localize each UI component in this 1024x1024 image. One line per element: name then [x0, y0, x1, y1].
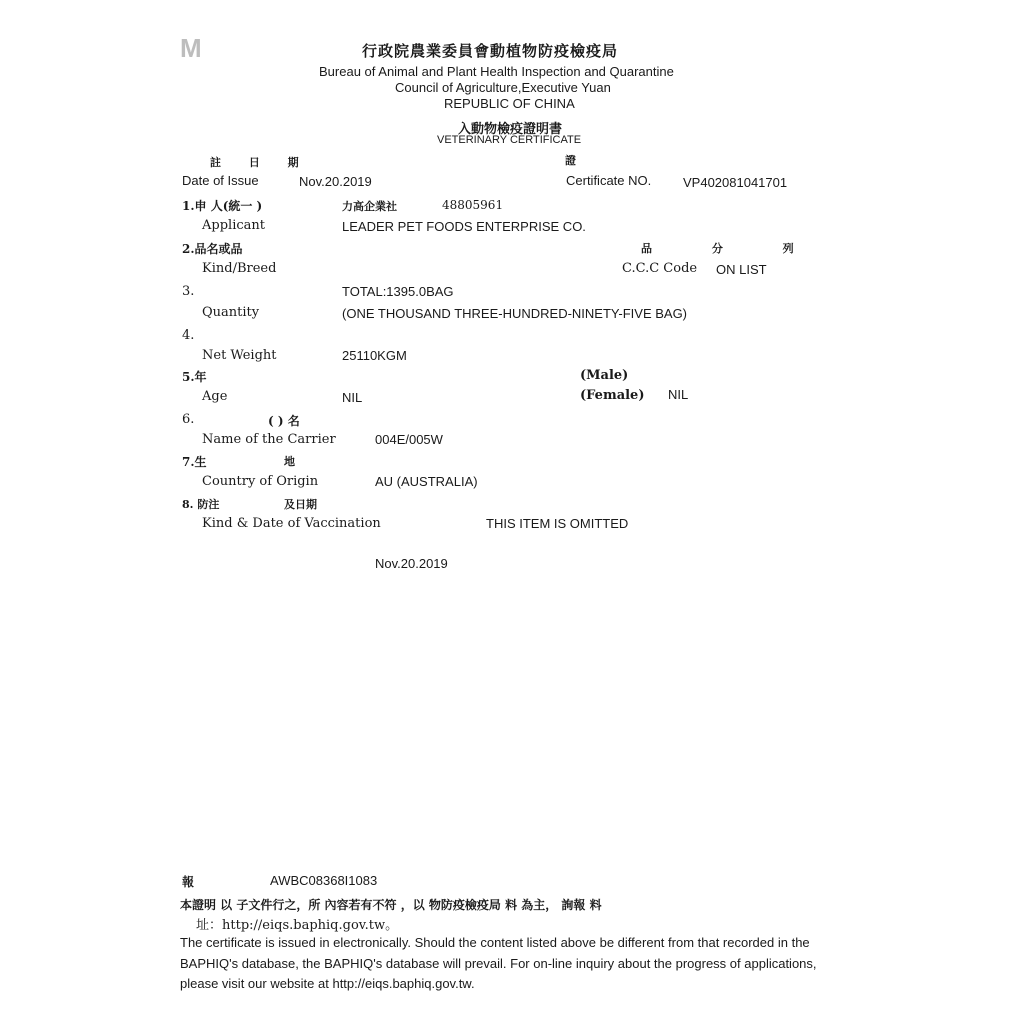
corner-mark: M — [180, 33, 202, 63]
reference-number: AWBC08368I1083 — [270, 873, 378, 888]
signature-date: Nov.20.2019 — [375, 556, 448, 571]
issue-date-label: Date of Issue — [182, 173, 259, 188]
document-title-chinese: 入動物檢疫證明書 — [458, 122, 563, 137]
net-weight-value: 25110KGM — [342, 348, 407, 363]
agency-title-english: Bureau of Animal and Plant Health Inspection and Quarantine — [319, 64, 674, 79]
carrier-number: 6. — [182, 412, 195, 427]
agency-title-chinese: 行政院農業委員會動植物防疫檢疫局 — [362, 42, 619, 60]
ccc-code-value: ON LIST — [716, 262, 767, 277]
origin-label-chinese: 7.生 — [182, 455, 207, 469]
applicant-value: LEADER PET FOODS ENTERPRISE CO. — [342, 219, 586, 234]
sex-count-value: NIL — [668, 387, 689, 402]
issue-date-value: Nov.20.2019 — [299, 174, 372, 189]
document-title-english: VETERINARY CERTIFICATE — [437, 134, 582, 146]
footer-note-chinese: 本證明 以 子文件行之，所 內容若有不符 ，以 物防疫檢疫局 料 為主， 詢報 料 — [180, 898, 602, 912]
quantity-label: Quantity — [202, 305, 260, 320]
age-label-chinese: 5.年 — [182, 370, 207, 384]
applicant-id: 48805961 — [442, 198, 504, 212]
footer-note-url: 址：http://eiqs.baphiq.gov.tw。 — [196, 918, 399, 933]
quantity-words-value: (ONE THOUSAND THREE-HUNDRED-NINETY-FIVE BAG) — [342, 306, 688, 321]
female-label: (Female) — [580, 388, 645, 403]
applicant-company-chinese: 力高企業社 — [342, 200, 397, 213]
net-weight-label: Net Weight — [202, 348, 277, 363]
age-label: Age — [202, 389, 228, 404]
issue-date-label-chinese: 註 日 期 — [210, 156, 311, 169]
certificate-number-value: VP402081041701 — [683, 175, 788, 190]
origin-label: Country of Origin — [202, 474, 319, 489]
ccc-code-label-chinese: 品 分 列 — [641, 242, 822, 255]
origin-label-chinese-suffix: 地 — [284, 455, 295, 468]
male-label: (Male) — [580, 368, 629, 383]
quantity-total-value: TOTAL:1395.0BAG — [342, 284, 454, 299]
age-value: NIL — [342, 390, 363, 405]
vaccination-label-chinese-suffix: 及日期 — [284, 498, 317, 511]
applicant-label-chinese: 1.申 人(統一 ) — [182, 199, 263, 213]
net-weight-number: 4. — [182, 328, 195, 343]
carrier-value: 004E/005W — [375, 432, 443, 447]
carrier-label-chinese: ( ) 名 — [268, 414, 300, 428]
footer-disclaimer: The certificate is issued in electronically. Should the content listed above be different from that recorded in the BAPHIQ's database, the BAPHIQ's database will prevail. For on-line inquiry about the progress of applications, please visit our website at http://eiqs.baphiq.gov.tw. — [180, 935, 817, 991]
quantity-number: 3. — [182, 284, 195, 299]
carrier-label: Name of the Carrier — [202, 432, 336, 447]
ccc-code-label: C.C.C Code — [622, 261, 698, 276]
vaccination-label-chinese: 8. 防注 — [182, 498, 220, 511]
origin-value: AU (AUSTRALIA) — [375, 474, 478, 489]
applicant-label: Applicant — [202, 218, 265, 233]
reference-label-chinese: 報 — [182, 875, 195, 889]
kind-label: Kind/Breed — [202, 261, 277, 276]
country-name: REPUBLIC OF CHINA — [444, 96, 575, 111]
kind-label-chinese: 2.品名或品 — [182, 242, 243, 256]
certificate-number-label-chinese: 證 — [565, 154, 576, 167]
certificate-number-label: Certificate NO. — [566, 173, 652, 188]
council-name: Council of Agriculture,Executive Yuan — [395, 80, 611, 95]
vaccination-label: Kind & Date of Vaccination — [202, 516, 381, 531]
vaccination-value: THIS ITEM IS OMITTED — [486, 516, 629, 531]
